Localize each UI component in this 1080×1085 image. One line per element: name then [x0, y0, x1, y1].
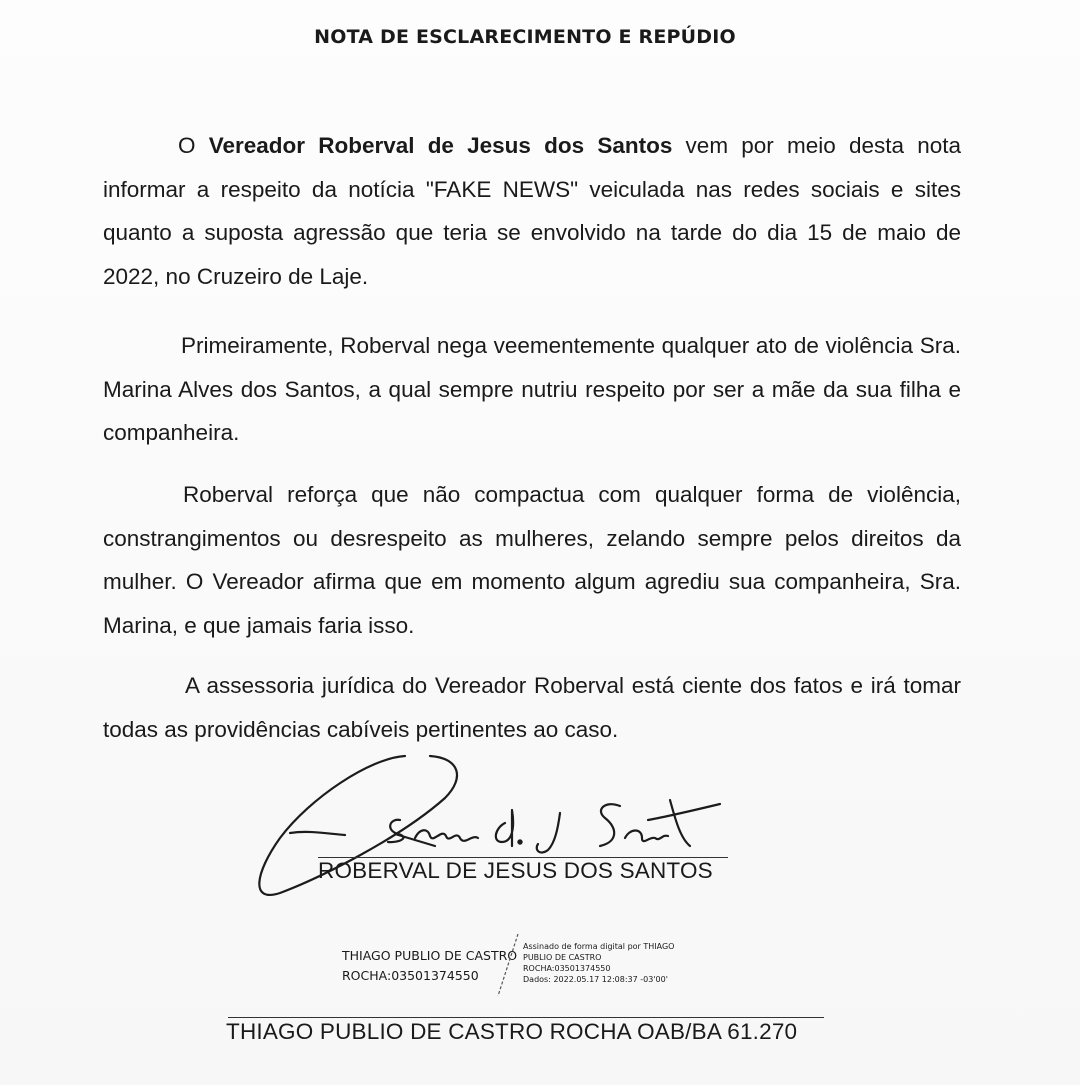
digital-signature-detail-line: ROCHA:03501374550: [523, 964, 611, 973]
digital-signature-name-line-2: ROCHA:03501374550: [342, 968, 479, 983]
digital-signature-detail-line: Dados: 2022.05.17 12:08:37 -03'00': [523, 975, 668, 984]
paragraph-4: A assessoria jurídica do Vereador Roberval está ciente dos fatos e irá tomar todas as providências cabíveis pertinentes ao caso.: [103, 673, 961, 742]
digital-signature-detail-line: PUBLIO DE CASTRO: [523, 953, 602, 962]
signatory-name: ROBERVAL DE JESUS DOS SANTOS: [318, 858, 713, 883]
lawyer-signature-line: [228, 1017, 824, 1018]
paragraph-1-rest: vem por meio desta nota informar a respeito da notícia "FAKE NEWS" veiculada nas redes sociais e sites quanto a suposta agressão que teria se envolvido na tarde do dia 15 de maio de 2022, no Cruzeiro de Laje.: [103, 133, 961, 289]
paragraph-3: Roberval reforça que não compactua com qualquer forma de violência, constrangimentos ou desrespeito as mulheres, zelando sempre pelos direitos da mulher. O Vereador afirma que em momento algum agrediu sua companheira, Sra. Marina, e que jamais faria isso.: [103, 482, 961, 638]
digital-signature-details: [523, 941, 674, 985]
document-title: NOTA DE ESCLARECIMENTO E REPÚDIO: [314, 26, 736, 48]
lawyer-name: THIAGO PUBLIO DE CASTRO ROCHA OAB/BA 61.270: [226, 1019, 798, 1044]
paragraph-1-lead: O: [178, 133, 209, 158]
paragraph-1: [103, 124, 961, 298]
digital-signature-name-line-1: THIAGO PUBLIO DE CASTRO: [342, 948, 518, 963]
paragraph-2: Primeiramente, Roberval nega veementemente qualquer ato de violência Sra. Marina Alves dos Santos, a qual sempre nutriu respeito por ser a mãe da sua filha e companheira.: [103, 333, 961, 445]
digital-signature-mark: [488, 930, 528, 1000]
vereador-name: Vereador Roberval de Jesus dos Santos: [208, 133, 673, 158]
digital-signature-detail-line: Assinado de forma digital por THIAGO: [523, 942, 675, 951]
